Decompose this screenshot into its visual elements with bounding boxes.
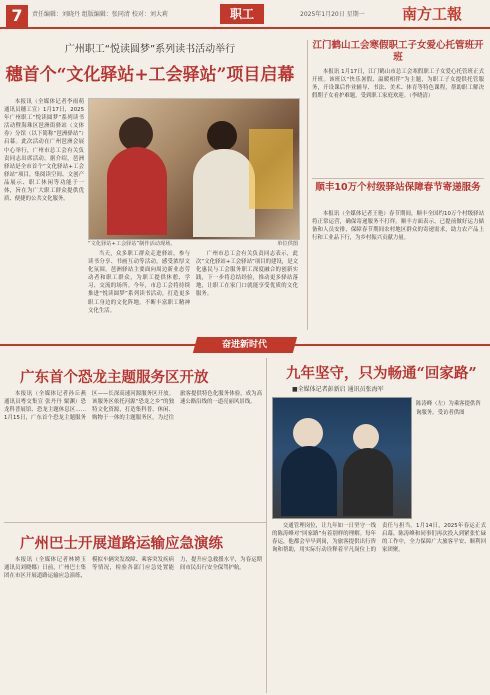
brief-1-headline: 江门鹤山工会寒假职工子女爱心托管班开班 — [312, 40, 484, 63]
lead-column-1: 本报讯（全媒体记者李雨萌 通讯员穗工宣）1月17日，2025年广州职工“悦读圆梦”系列读书活动暨海珠区琶洲街驿站（文体券）分馆（以下简称“琶洲驿站”）启幕。此次活动在广州琶洲会展中心举行，广州市总工会有关负责同志出席活动。据介绍，琶洲驿站是全市首个“文化驿站+工会驿站”项目，集阅读空间、文创产品展示、职工休闲等功能于一体，旨在为广大职工群众提供优质、便捷的公共文化服务。 — [4, 99, 84, 203]
newspaper-logo: 南方工報 — [402, 5, 463, 23]
page-number: 7 — [6, 5, 28, 27]
section-ribbon — [0, 337, 490, 353]
editor-credits: 责任编辑：刘晓丹 组版编辑：张同清 校对：刘大莉 — [32, 11, 168, 18]
column-divider-2 — [266, 358, 267, 693]
column-divider — [307, 40, 308, 330]
lead-headline: 穗首个“文化驿站+工会驿站”项目启幕 — [5, 65, 295, 85]
story-dinosaur-body: 本报讯（全媒体记者孙丘燕 通讯员粤交集宣 张丹丹 粟渊）恐龙科普展馆、恐龙主题休息区……1月15日，广东首个恐龙主题服务区——长深高速河源服务区开放。该服务区依托河源“恐龙之乡”的独特文化资源，打造集科普、休闲、购物于一体的主题服务区，为过往旅客提供特色化服务体验，成为高速公路沿线的一道亮丽风景线。 — [4, 391, 262, 422]
story-homecoming-body: 交通管理岗位，让九年如一日坚守一线的陈涛峰对“回家路”有着别样的理解。每年春运，他都会早早到岗，为旅客提供出行咨询和帮助，用实际行动诠释着平凡岗位上的责任与担当。1月14日，2025年春运正式启幕，陈涛峰和同事们再次投入到紧张忙碌的工作中，全力保障广大旅客平安、顺利回家团聚。 — [272, 523, 486, 554]
section-tag: 职工 — [220, 4, 264, 24]
caption-text: “文化驿站+工会驿站”制作活动现场。 — [88, 241, 176, 247]
story-homecoming-byline: ■全媒体记者彭新启 通讯员张海军 — [292, 386, 384, 393]
lead-photo-caption — [88, 240, 298, 247]
brief-divider — [312, 178, 484, 179]
story-dinosaur-headline: 广东首个恐龙主题服务区开放 — [20, 369, 209, 386]
lead-photo — [88, 98, 300, 240]
story-drill-headline: 广州巴士开展道路运输应急演练 — [20, 535, 223, 552]
brief-1-body: 本报讯 1月17日，江门鹤山市总工会寒假职工子女爱心托管班正式开班。该班以“快乐暑假、温暖相伴”为主题，为职工子女提供托管服务，开设课后作业辅导、书法、美术、体育等特色课程，帮助职工解决假期子女看护难题，受到职工家庭欢迎。（李晓清） — [312, 69, 484, 100]
brief-2-body: 本报讯（全媒体记者王艳）春节期间，顺丰全国约10万个村级驿站将正常运营，确保寄递服务不打烊。顺丰方面表示，已提前做好运力储备和人员安排，保障春节期间农村地区群众的寄递需求，助力农产品上行和工业品下行，为乡村振兴贡献力量。 — [312, 211, 484, 242]
story-divider — [4, 522, 266, 523]
header-rule — [0, 27, 490, 29]
story-homecoming-headline: 九年坚守，只为畅通“回家路” — [286, 365, 477, 382]
lead-kicker: 广州职工“悦读圆梦”系列读书活动举行 — [64, 44, 236, 55]
lead-column-3: 广州市总工会有关负责同志表示，此次“文化驿站+工会驿站”项目的建设，是文化惠民与工会服务职工深度融合的创新实践，下一步将总结经验，推动更多驿站落地，让职工在家门口就能享受优质的文化服务。 — [196, 251, 298, 298]
lead-column-2: 当天，众多职工群众走进驿站，参与读书分享、书画互动等活动，感受浓厚文化氛围。琶洲驿站主要面向周边新业态劳动者和职工群众，为职工提供休憩、学习、交流的场所。今年，市总工会将持续推进“悦读圆梦”系列读书活动，打造更多职工身边的文化阵地，不断丰富职工精神文化生活。 — [88, 251, 190, 314]
ribbon-label: 奋进新时代 — [222, 340, 268, 350]
photo-credit: 单位供图 — [277, 241, 298, 247]
story-homecoming-photo — [272, 397, 412, 519]
issue-date: 2025年1月20日 星期一 — [300, 11, 365, 18]
story-drill-body: 本报讯（全媒体记者林娉玉 通讯员刘晓娜）日前，广州巴士集团在市区开展道路运输应急演练，模拟车辆突发故障、乘客突发疾病等情况，检验各部门应急处置能力，提升应急救援水平，为春运期间市民出行安全保驾护航。 — [4, 557, 262, 580]
story-homecoming-photo-caption: 陈涛峰（左）为乘客提供咨询服务。受访者供图 — [416, 401, 481, 416]
brief-2-headline: 顺丰10万个村级驿站保障春节寄递服务 — [315, 182, 481, 193]
